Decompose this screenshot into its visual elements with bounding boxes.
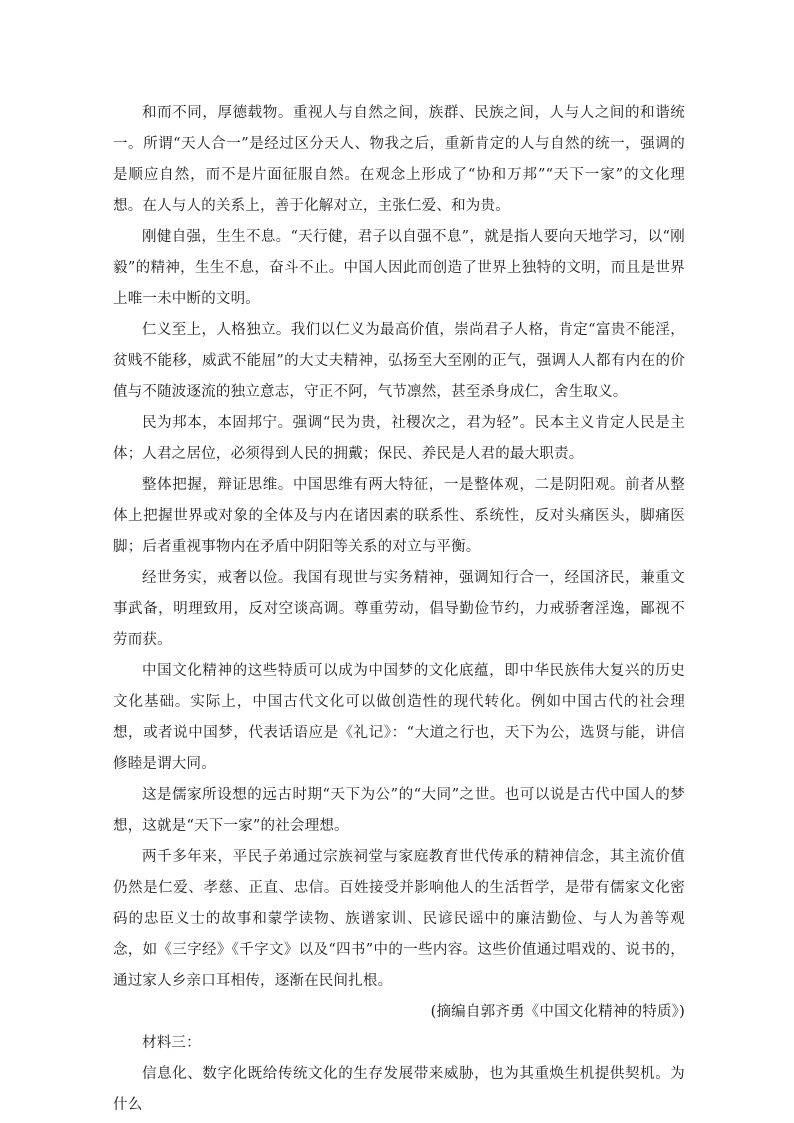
paragraph-holistic-thinking: 整体把握，辩证思维。中国思维有两大特征，一是整体观，二是阴阳观。前者从整体上把握世界或对象的全体及与内在诸因素的联系性、系统性，反对头痛医头，脚痛医脚；后者重视事物内在矛盾中阴阳等关系的对立与平衡。: [113, 477, 685, 555]
material-three-heading: 材料三：: [142, 1035, 201, 1051]
paragraph-chinese-dream: 中国文化精神的这些特质可以成为中国梦的文化底蕴，即中华民族伟大复兴的历史文化基础。实际上，中国古代文化可以做创造性的现代转化。例如中国古代的社会理想，或者说中国梦，代表话语应是《礼记》：“大道之行也，天下为公，选贤与能，讲信修睦是谓大同。: [113, 663, 685, 772]
paragraph-self-strengthening: 刚健自强，生生不息。“天行健，君子以自强不息”，就是指人要向天地学习，以“刚毅”的精神，生生不息，奋斗不止。中国人因此而创造了世界上独特的文明，而且是世界上唯一未中断的文明。: [113, 229, 685, 307]
paragraph-pragmatism: 经世务实，戒奢以俭。我国有现世与实务精神，强调知行合一，经国济民，兼重文事武备，明理致用，反对空谈高调。尊重劳动，倡导勤俭节约，力戒骄奢淫逸，鄙视不劳而获。: [113, 570, 685, 648]
paragraph-informatization: 信息化、数字化既给传统文化的生存发展带来威胁，也为其重焕生机提供契机。为什么: [113, 1066, 685, 1113]
paragraph-benevolence: 仁义至上，人格独立。我们以仁义为最高价值，崇尚君子人格，肯定“富贵不能淫，贫贱不能移，威武不能屈”的大丈夫精神，弘扬至大至刚的正气，强调人人都有内在的价值与不随波逐流的独立意志，守正不阿，气节凛然，甚至杀身成仁，舍生取义。: [113, 322, 685, 400]
paragraph-harmony: 和而不同，厚德载物。重视人与自然之间，族群、民族之间，人与人之间的和谐统一。所谓“天人合一”是经过区分天人、物我之后，重新肯定的人与自然的统一，强调的是顺应自然，而不是片面征服自然。在观念上形成了“协和万邦”“天下一家”的文化理想。在人与人的关系上，善于化解对立，主张仁爱、和为贵。: [113, 105, 685, 214]
paragraph-two-thousand-years: 两千多年来，平民子弟通过宗族祠堂与家庭教育世代传承的精神信念，其主流价值仍然是仁爱、孝慈、正直、忠信。百姓接受并影响他人的生活哲学，是带有儒家文化密码的忠臣义士的故事和蒙学读物、族谱家训、民谚民谣中的廉洁勤俭、与人为善等观念，如《三字经》《千字文》以及“四书”中的一些内容。这些价值通过唱戏的、说书的，通过家人乡亲口耳相传，逐渐在民间扎根。: [113, 849, 685, 989]
document-body: [113, 98, 685, 1121]
source-citation: (摘编自郭齐勇《中国文化精神的特质》): [430, 1004, 685, 1020]
paragraph-people-basis: 民为邦本，本固邦宁。强调“民为贵，社稷次之，君为轻”。民本主义肯定人民是主体；人君之居位，必须得到人民的拥戴；保民、养民是人君的最大职责。: [113, 415, 685, 462]
paragraph-great-unity: 这是儒家所设想的远古时期“天下为公”的“大同”之世。也可以说是古代中国人的梦想，这就是“天下一家”的社会理想。: [113, 787, 685, 834]
